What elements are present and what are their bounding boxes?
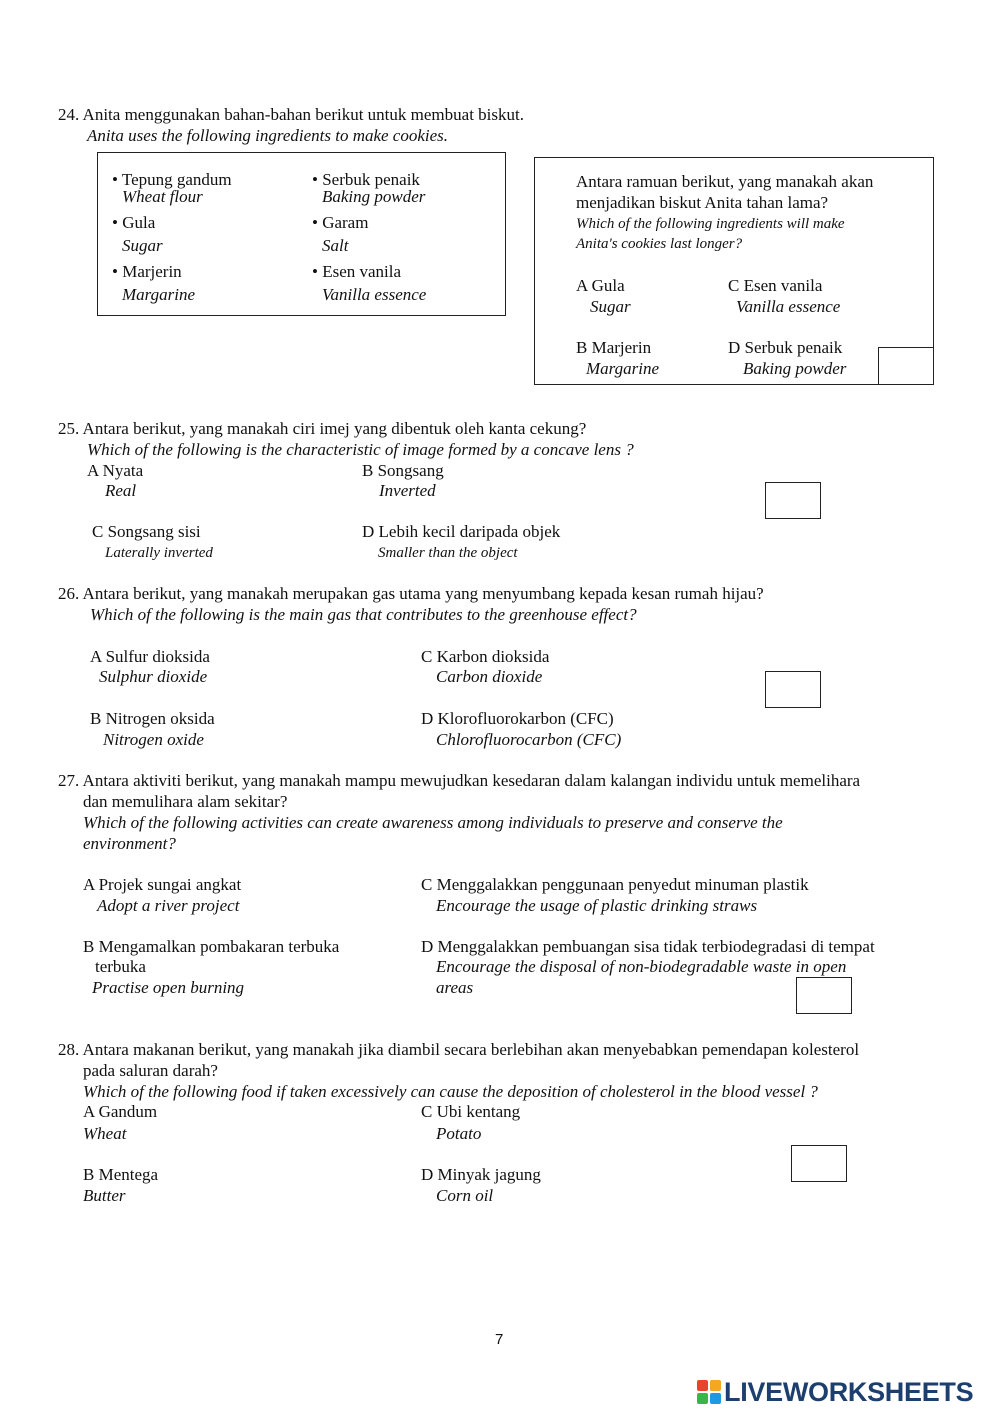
q27-option-b-ms-2: terbuka [95,957,146,976]
q28-option-a-ms: A Gandum [83,1102,158,1121]
q27-question-ms-2: dan memulihara alam sekitar? [83,792,288,811]
q27-option-d-en-2: areas [436,978,474,997]
q24-sub-ms-1: Antara ramuan berikut, yang manakah akan [576,172,874,191]
q24-ingredient-en: Wheat flour [122,187,203,206]
q24-option-a-ms: A Gula [576,276,625,295]
q28-option-b-ms: B Mentega [83,1165,159,1184]
q27-question-en-1: Which of the following activities can create awareness among individuals to preserve and conserve the [83,813,783,832]
q25-question-ms: 25. Antara berikut, yang manakah ciri imej yang dibentuk oleh kanta cekung? [58,419,587,438]
q28-option-d-ms: D Minyak jagung [421,1165,541,1184]
q27-option-b-en: Practise open burning [92,978,245,997]
logo-square [697,1380,708,1391]
q24-sub-en-1: Which of the following ingredients will make [576,216,845,232]
q25-option-c-en: Laterally inverted [105,545,213,561]
q25-question-en: Which of the following is the characteristic of image formed by a concave lens ? [87,440,634,459]
q25-answer-box[interactable] [765,482,821,519]
q26-option-b-ms: B Nitrogen oksida [90,709,215,728]
q27-option-c-ms: C Menggalakkan penggunaan penyedut minuman plastik [421,875,809,894]
logo-square [697,1393,708,1404]
q24-ingredient-en: Vanilla essence [322,285,427,304]
q27-option-a-en: Adopt a river project [97,896,240,915]
brand-live: LIVE [724,1376,783,1407]
q24-option-b-en: Margarine [586,359,660,378]
q24-option-d-ms: D Serbuk penaik [728,338,843,357]
q27-option-d-ms: D Menggalakkan pembuangan sisa tidak terbiodegradasi di tempat [421,937,875,956]
q28-option-c-ms: C Ubi kentang [421,1102,521,1121]
q26-option-d-en: Chlorofluorocarbon (CFC) [436,730,622,749]
logo-square [710,1393,721,1404]
q24-ingredient-en: Margarine [122,285,196,304]
q26-option-a-ms: A Sulfur dioksida [90,647,210,666]
q27-answer-box[interactable] [796,977,852,1014]
q25-option-c-ms: C Songsang sisi [92,522,201,541]
q26-question-ms: 26. Antara berikut, yang manakah merupakan gas utama yang menyumbang kepada kesan rumah hijau? [58,584,764,603]
q25-option-b-ms: B Songsang [362,461,444,480]
q24-ingredient-ms: • Serbuk penaik [312,170,420,189]
q26-option-c-ms: C Karbon dioksida [421,647,550,666]
q24-option-c-en: Vanilla essence [736,297,841,316]
q24-ingredient-en: Sugar [122,236,163,255]
q28-option-a-en: Wheat [83,1124,127,1143]
q24-sub-en-2: Anita's cookies last longer? [576,236,743,252]
q28-option-b-en: Butter [83,1186,126,1205]
q24-sub-ms-2: menjadikan biskut Anita tahan lama? [576,193,829,212]
q25-option-b-en: Inverted [379,481,436,500]
q24-option-d-en: Baking powder [743,359,847,378]
q27-question-en-2: environment? [83,834,176,853]
q24-answer-box[interactable] [878,347,934,385]
q25-option-a-ms: A Nyata [87,461,144,480]
q28-question-ms-2: pada saluran darah? [83,1061,218,1080]
brand-worksheets: WORKSHEETS [782,1376,974,1407]
logo-square [710,1380,721,1391]
q28-question-ms-1: 28. Antara makanan berikut, yang manakah jika diambil secara berlebihan akan menyebabkan pemendapan kolesterol [58,1040,860,1059]
q27-option-b-ms-1: B Mengamalkan pombakaran terbuka [83,937,340,956]
q24-ingredient-en: Baking powder [322,187,426,206]
q28-option-d-en: Corn oil [436,1186,494,1205]
liveworksheets-logo-icon [697,1380,721,1404]
q27-option-c-en: Encourage the usage of plastic drinking straws [436,896,758,915]
q24-option-a-en: Sugar [590,297,631,316]
q24-option-c-ms: C Esen vanila [728,276,823,295]
q25-option-d-en: Smaller than the object [378,545,518,561]
q26-option-d-ms: D Klorofluorokarbon (CFC) [421,709,614,728]
q26-option-c-en: Carbon dioxide [436,667,543,686]
q26-option-b-en: Nitrogen oxide [103,730,204,749]
q26-option-a-en: Sulphur dioxide [99,667,208,686]
liveworksheets-logo[interactable] [697,1377,973,1407]
q24-ingredient-ms: • Esen vanila [312,262,402,281]
q27-option-d-en-1: Encourage the disposal of non-biodegradable waste in open [436,957,847,976]
q24-ingredient-ms: • Garam [312,213,369,232]
q24-ingredient-en: Salt [322,236,349,255]
q26-answer-box[interactable] [765,671,821,708]
q28-option-c-en: Potato [436,1124,482,1143]
q25-option-a-en: Real [105,481,137,500]
q24-question-ms: 24. Anita menggunakan bahan-bahan berikut untuk membuat biskut. [58,105,524,124]
q24-question-en: Anita uses the following ingredients to make cookies. [87,126,449,145]
q25-option-d-ms: D Lebih kecil daripada objek [362,522,561,541]
q28-question-en: Which of the following food if taken excessively can cause the deposition of cholesterol in the blood vessel ? [83,1082,818,1101]
q27-question-ms-1: 27. Antara aktiviti berikut, yang manakah mampu mewujudkan kesedaran dalam kalangan individu untuk memelihara [58,771,861,790]
q24-ingredient-ms: • Marjerin [112,262,182,281]
q24-ingredient-ms: • Gula [112,213,156,232]
q26-question-en: Which of the following is the main gas that contributes to the greenhouse effect? [90,605,637,624]
q24-option-b-ms: B Marjerin [576,338,652,357]
q24-ingredient-ms: • Tepung gandum [112,170,232,189]
q28-answer-box[interactable] [791,1145,847,1182]
page-number: 7 [495,1331,504,1348]
q27-option-a-ms: A Projek sungai angkat [83,875,242,894]
